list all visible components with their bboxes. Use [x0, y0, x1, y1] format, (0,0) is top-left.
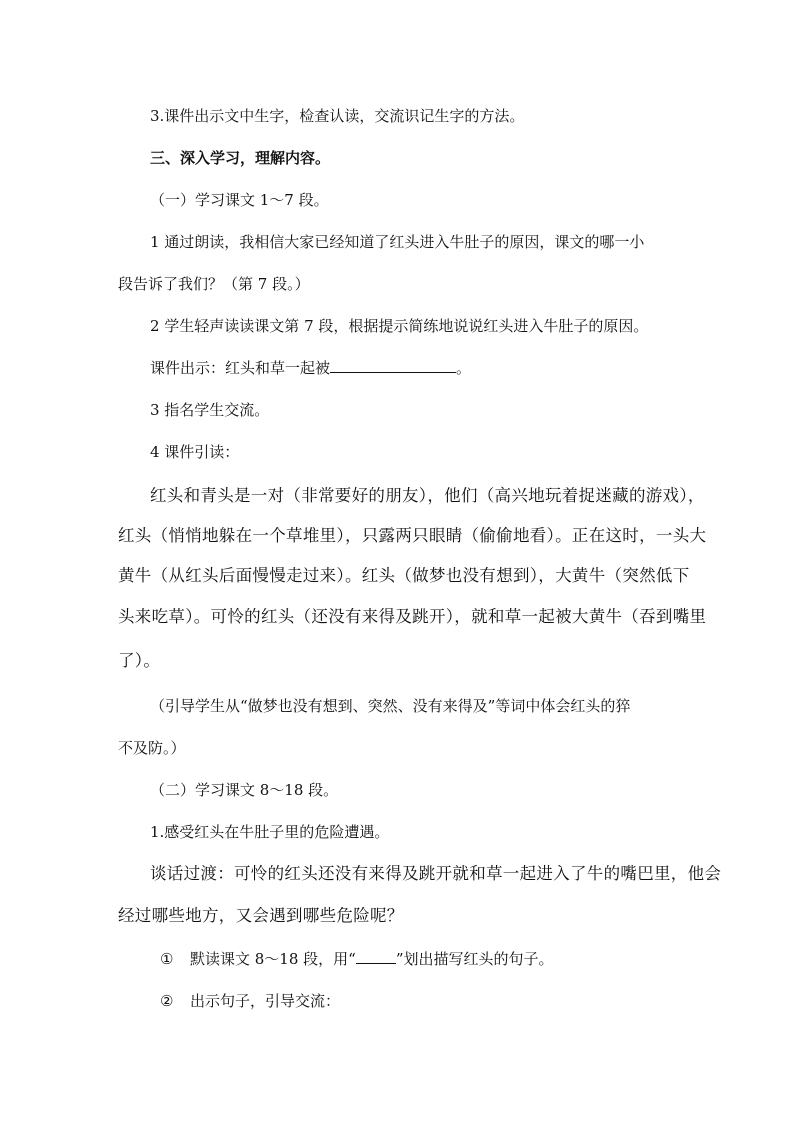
text-line: 3 指名学生交流。: [150, 401, 270, 419]
paragraph-line: 经过哪些地方，又会遇到哪些危险呢？: [118, 906, 404, 925]
numbered-item: [160, 991, 340, 1011]
text-fragment: ”划出描写红头的句子。: [395, 950, 554, 968]
text-fragment: 。: [456, 359, 472, 377]
text-fragment: 课件出示：红头和草一起被: [150, 359, 331, 377]
text-fragment: 出示句子，引导交流：: [190, 992, 341, 1010]
section-heading: 三、深入学习，理解内容。: [150, 149, 331, 167]
paragraph-line: 谈话过渡：可怜的红头还没有来得及跳开就和草一起进入了牛的嘴巴里，他会: [150, 864, 722, 883]
text-line-with-blank: [150, 358, 471, 378]
fill-in-blank: [356, 949, 396, 964]
paragraph-line: 红头和青头是一对（非常要好的朋友），他们（高兴地玩着捉迷藏的游戏），: [150, 486, 705, 505]
paragraph-line: 红头（悄悄地躲在一个草堆里），只露两只眼睛（偷偷地看）。正在这时，一头大: [118, 526, 707, 545]
numbered-item: [160, 949, 554, 969]
text-line: 1.感受红头在牛肚子里的危险遭遇。: [150, 823, 390, 841]
text-line: 3.课件出示文中生字，检查认读，交流识记生字的方法。: [150, 107, 525, 125]
item-marker: ①: [160, 950, 174, 968]
subsection-heading: （二）学习课文 8～18 段。: [150, 781, 339, 799]
item-marker: ②: [160, 992, 174, 1010]
text-line: 段告诉了我们？（第 7 段。）: [118, 275, 310, 293]
text-line: 2 学生轻声读读课文第 7 段，根据提示简练地说说红头进入牛肚子的原因。: [150, 317, 649, 335]
paragraph-line: 了）。: [118, 651, 161, 670]
text-line: 1 通过朗读，我相信大家已经知道了红头进入牛肚子的原因，课文的哪一小: [150, 233, 645, 251]
fill-in-blank: [330, 358, 456, 373]
text-fragment: 默读课文 8～18 段，用“: [190, 950, 356, 968]
paragraph-line: 头来吃草）。可怜的红头（还没有来得及跳开），就和草一起被大黄牛（吞到嘴里: [118, 607, 707, 626]
paragraph-line: 黄牛（从红头后面慢慢走过来）。红头（做梦也没有想到），大黄牛（突然低下: [118, 566, 690, 585]
guidance-line: 不及防。）: [118, 739, 186, 757]
guidance-line: （引导学生从“做梦也没有想到、突然、没有来得及”等词中体会红头的猝: [150, 697, 631, 715]
text-line: 4 课件引读：: [150, 443, 240, 461]
subsection-heading: （一）学习课文 1～7 段。: [150, 191, 329, 209]
